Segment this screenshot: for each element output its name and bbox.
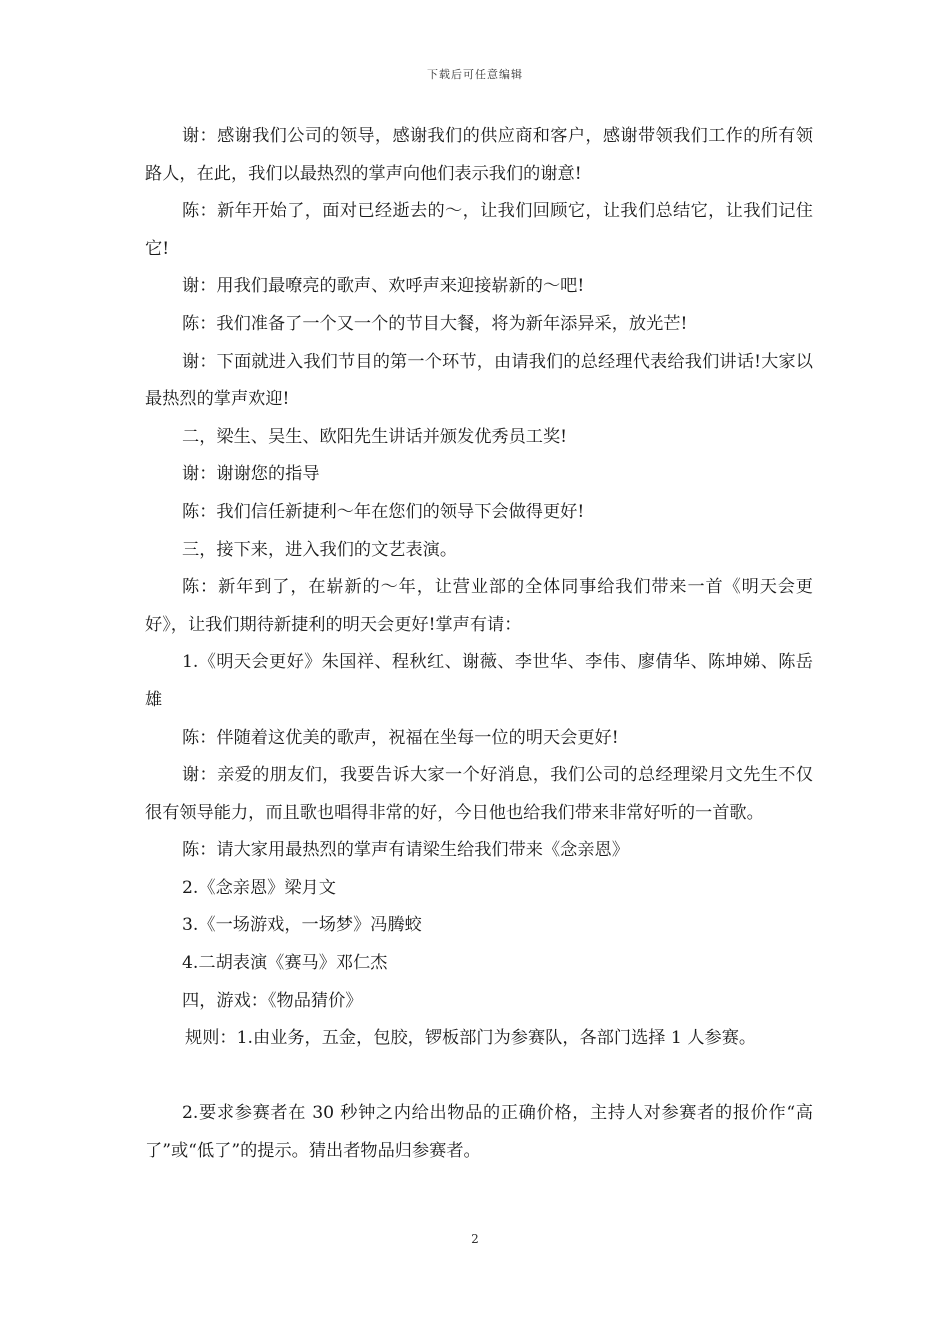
paragraph: 谢：用我们最嘹亮的歌声、欢呼声来迎接崭新的～吧!	[182, 276, 585, 297]
page-number: 2	[471, 1232, 479, 1246]
paragraph: 陈：请大家用最热烈的掌声有请梁生给我们带来《念亲恩》	[182, 840, 629, 861]
program-item: 2.《念亲恩》梁月文	[182, 877, 336, 898]
paragraph: 陈：新年到了，在崭新的～年，让营业部的全体同事给我们带来一首《明天会更好》，让我们期待新捷利的明天会更好!掌声有请：	[145, 577, 813, 635]
section-heading: 三，接下来，进入我们的文艺表演。	[182, 539, 458, 560]
page-header: 下载后可任意编辑	[427, 68, 523, 81]
paragraph: 陈：伴随着这优美的歌声，祝福在坐每一位的明天会更好!	[182, 727, 619, 748]
paragraph: 陈：新年开始了，面对已经逝去的～，让我们回顾它，让我们总结它，让我们记住它!	[145, 201, 813, 259]
rule-paragraph: 2.要求参赛者在 30 秒钟之内给出物品的正确价格，主持人对参赛者的报价作“高了”或“低了”的提示。猜出者物品归参赛者。	[145, 1103, 813, 1162]
document-body	[145, 118, 813, 1171]
paragraph: 谢：下面就进入我们节目的第一个环节，由请我们的总经理代表给我们讲话!大家以最热烈的掌声欢迎!	[145, 351, 813, 410]
paragraph: 谢：感谢我们公司的领导，感谢我们的供应商和客户，感谢带领我们工作的所有领路人，在此，我们以最热烈的掌声向他们表示我们的谢意!	[145, 126, 813, 184]
program-item: 1.《明天会更好》朱国祥、程秋红、谢薇、李世华、李伟、廖倩华、陈坤娣、陈岳雄	[145, 652, 813, 710]
paragraph: 谢：谢谢您的指导	[182, 464, 320, 485]
blank-line	[145, 1058, 813, 1096]
program-item: 3.《一场游戏，一场梦》冯腾蛟	[182, 915, 422, 936]
program-item: 4.二胡表演《赛马》邓仁杰	[182, 953, 388, 974]
section-heading: 二，梁生、吴生、欧阳先生讲话并颁发优秀员工奖!	[182, 426, 568, 447]
paragraph: 谢：亲爱的朋友们，我要告诉大家一个好消息，我们公司的总经理梁月文先生不仅很有领导能力，而且歌也唱得非常的好，今日他也给我们带来非常好听的一首歌。	[145, 765, 813, 823]
paragraph: 陈：我们信任新捷利～年在您们的领导下会做得更好!	[182, 501, 585, 522]
rule-paragraph: 规则：1.由业务，五金，包胶，锣板部门为参赛队，各部门选择 1 人参赛。	[185, 1028, 757, 1049]
section-heading: 四，游戏：《物品猜价》	[182, 990, 363, 1011]
paragraph: 陈：我们准备了一个又一个的节目大餐，将为新年添异采，放光芒!	[182, 313, 688, 334]
